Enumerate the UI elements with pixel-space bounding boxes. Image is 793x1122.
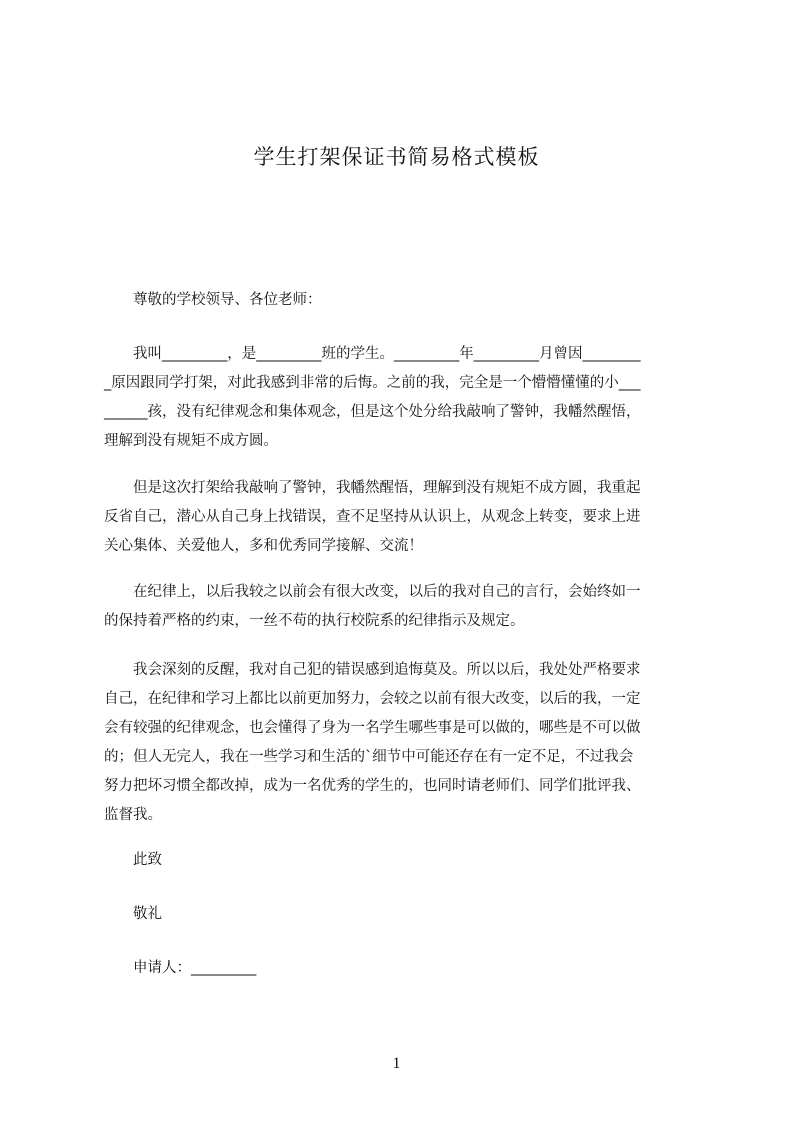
self-introduction-paragraph: [104, 340, 704, 456]
discipline-paragraph: [104, 578, 704, 636]
paragraph-line: ______孩，没有纪律观念和集体观念，但是这个处分给我敲响了警钟，我幡然醒悟，: [104, 404, 641, 420]
closing-line: 敬礼: [104, 906, 162, 922]
paragraph-line: _原因跟同学打架，对此我感到非常的后悔。之前的我，完全是一个懵懵懂懂的小___: [104, 375, 641, 391]
paragraph-line: 但是这次打架给我敲响了警钟，我幡然醒悟，理解到没有规矩不成方圆，我重起: [104, 480, 641, 496]
paragraph-line: 的保持着严格的约束，一丝不苟的执行校院系的纪律指示及规定。: [104, 613, 525, 629]
paragraph-line: 理解到没有规矩不成方圆。: [104, 433, 278, 449]
paragraph-line: 在纪律上，以后我较之以前会有很大改变，以后的我对自己的言行，会始终如一: [104, 584, 641, 600]
paragraph-line: 我叫_________，是_________班的学生。_________年_________月曾因________: [104, 346, 641, 362]
applicant-signature: [104, 954, 704, 983]
salutation-line: 尊敬的学校领导、各位老师：: [104, 292, 322, 308]
paragraph-line: 会有较强的纪律观念，也会懂得了身为一名学生哪些事是可以做的，哪些是不可以做: [104, 720, 641, 736]
signature-line: 申请人：_________: [104, 960, 257, 976]
paragraph-line: 反省自己，潜心从自己身上找错误，查不足坚持从认识上，从观念上转变，要求上进: [104, 509, 641, 525]
paragraph-line: 的；但人无完人，我在一些学习和生活的`细节中可能还存在有一定不足，不过我会: [104, 749, 634, 765]
paragraph-line: 监督我。: [104, 807, 162, 823]
closing-salute: [104, 900, 704, 929]
reflection-paragraph: [104, 474, 704, 561]
paragraph-line: 关心集体、关爱他人，多和优秀同学接解、交流！: [104, 538, 423, 554]
closing-line: 此致: [104, 852, 162, 868]
page-number: 1: [392, 1055, 401, 1072]
paragraph-line: 我会深刻的反醒，我对自己犯的错误感到追悔莫及。所以以后，我处处严格要求: [104, 662, 641, 678]
paragraph-line: 自己，在纪律和学习上都比以前更加努力，会较之以前有很大改变，以后的我，一定: [104, 691, 641, 707]
paragraph-line: 努力把坏习惯全都改掉，成为一名优秀的学生的，也同时请老师们、同学们批评我、: [104, 778, 641, 794]
document-title: 学生打架保证书简易格式模板: [253, 145, 540, 169]
salutation: [104, 286, 704, 315]
closing-greeting: [104, 846, 704, 875]
commitment-paragraph: [104, 656, 704, 830]
